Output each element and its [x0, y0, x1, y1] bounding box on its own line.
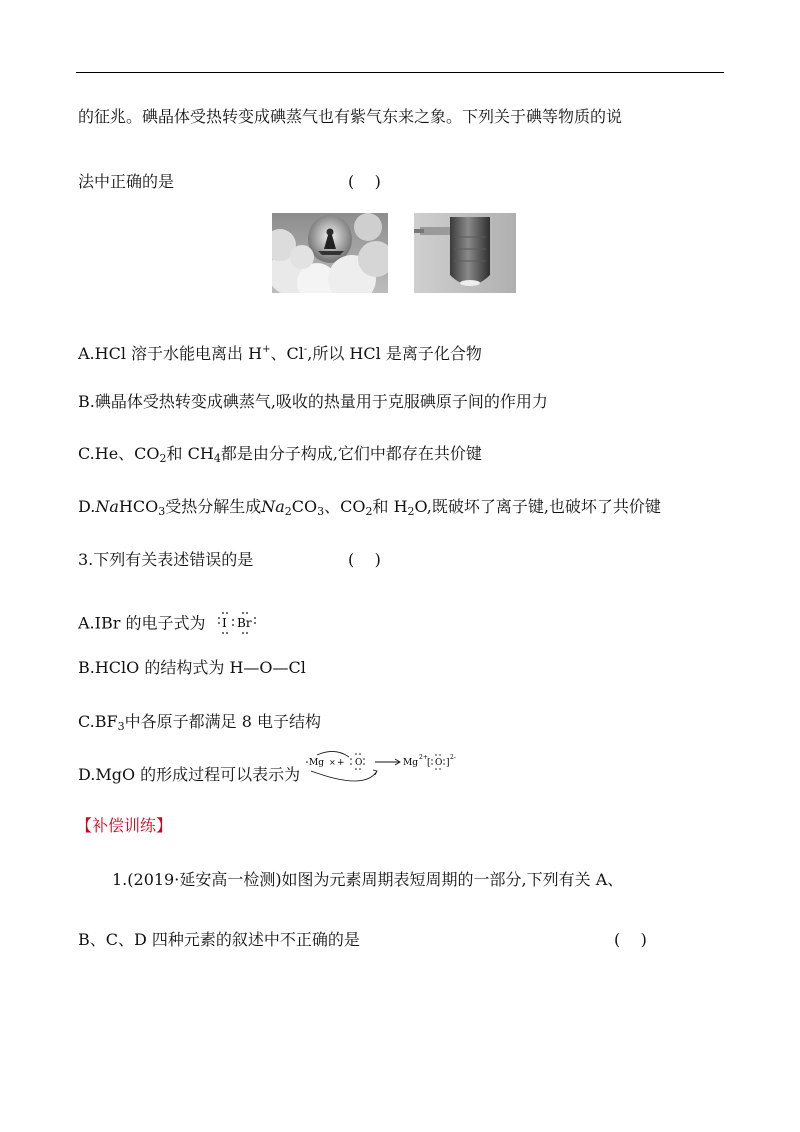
o-ion: O: [435, 757, 443, 768]
option-c: C.He、$CO_2$和 $CH_4$都是由分子构成,它们中都存在共价键: [78, 444, 482, 465]
option-3b: B.HClO 的结构式为 H—O—Cl: [78, 658, 306, 677]
svg-text:]: ]: [446, 757, 450, 768]
bromine-symbol: Br: [236, 616, 252, 630]
answer-parentheses-3: ( ): [348, 550, 381, 569]
option-d: D.NaHCO$_3$受热分解生成$Na_2CO_3$、$CO_2$和 $H_2O$,既破坏了离子键,也破坏了共价键: [78, 497, 661, 518]
answer-parentheses: ( ): [348, 172, 381, 191]
o-ion-charge: 2-: [450, 753, 457, 761]
iodine-symbol: I: [221, 616, 227, 630]
problem-1-line2: B、C、D 四种元素的叙述中不正确的是: [78, 930, 360, 949]
option-3a: A.IBr 的电子式为 I Br: [78, 609, 267, 639]
plus-sign: +: [337, 757, 345, 768]
answer-parentheses-p1: ( ): [614, 930, 647, 949]
problem-1-line1: 1.(2019·延安高一检测)如图为元素周期表短周期的一部分,下列有关 A、: [112, 870, 624, 889]
mg-ion-charge: 2+: [419, 753, 429, 761]
svg-text:×: ×: [329, 757, 336, 767]
mgo-formation-diagram: [305, 751, 461, 787]
test-tube-photo: [414, 213, 516, 293]
option-a: A.HCl 溶于水能电离出 H+、Cl-,所以 HCl 是离子化合物: [78, 344, 482, 363]
ibr-electron-formula: [211, 609, 267, 639]
mg-atom: Mg: [309, 757, 325, 768]
question-3: 3.下列有关表述错误的是: [78, 550, 254, 569]
o-atom: O: [355, 757, 363, 768]
svg-text:[: [: [427, 757, 431, 768]
section-heading: 【补偿训练】: [76, 816, 173, 835]
header-rule: [76, 72, 724, 73]
mg-ion: Mg: [403, 757, 419, 768]
question-text-line2: 法中正确的是: [78, 172, 175, 191]
option-3c: $C.BF_3$中各原子都满足 8 电子结构: [78, 712, 321, 733]
clouds-photo: [272, 213, 388, 293]
option-3d: D.MgO 的形成过程可以表示为 Mg × + O Mg 2+ [ O ] 2-: [78, 764, 461, 787]
option-b: B.碘晶体受热转变成碘蒸气,吸收的热量用于克服碘原子间的作用力: [78, 392, 548, 411]
question-text-line1: 的征兆。碘晶体受热转变成碘蒸气也有紫气东来之象。下列关于碘等物质的说: [78, 107, 623, 126]
